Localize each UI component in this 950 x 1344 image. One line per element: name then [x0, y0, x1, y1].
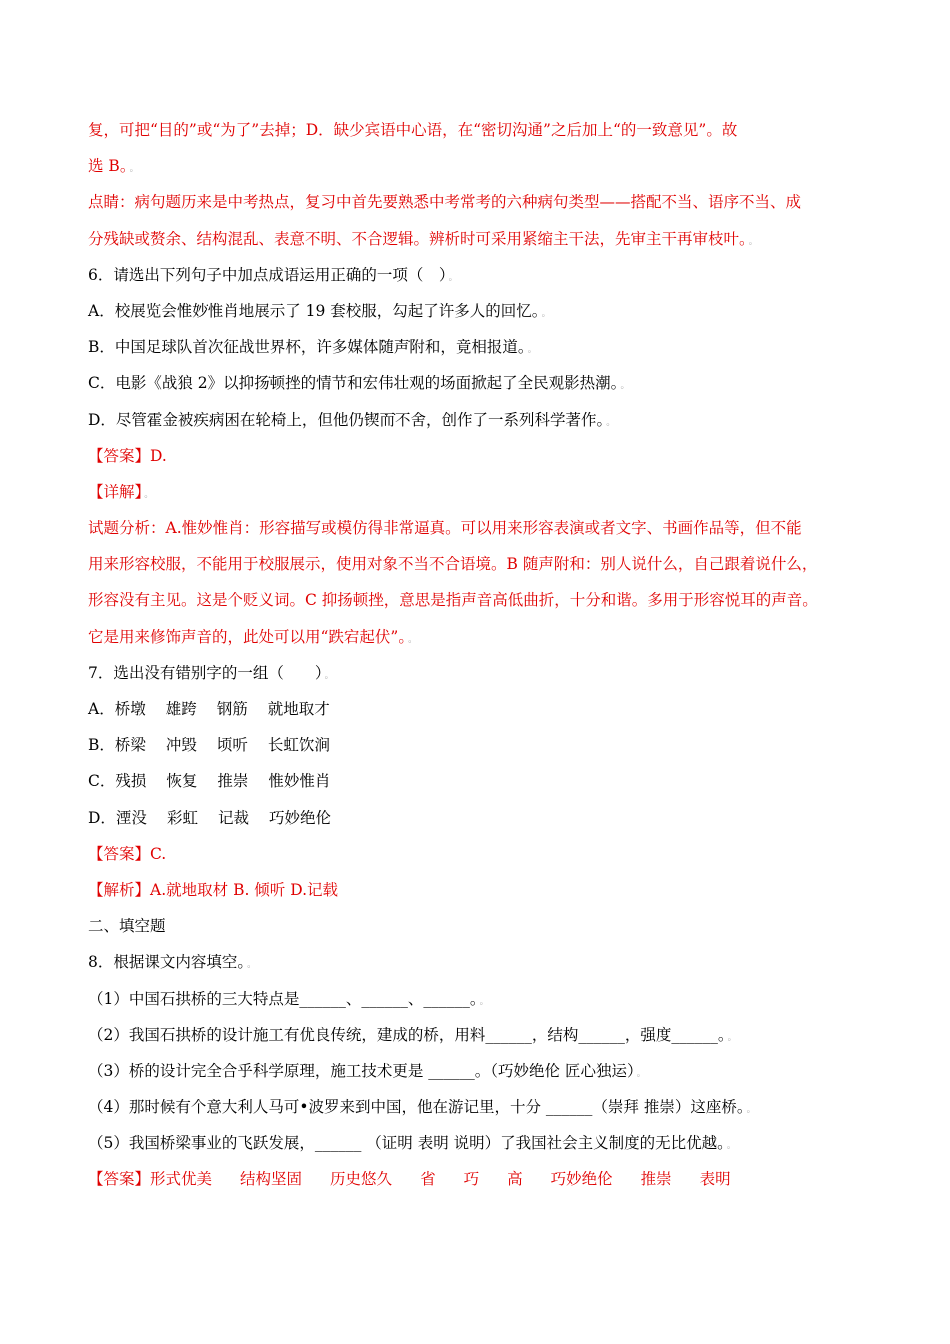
q8-item: （5）我国桥梁事业的飞跃发展，______ （证明 表明 说明）了我国社会主义制度的无比优越。 。 — [88, 1134, 736, 1153]
q6-answer: 【答案】D. — [88, 446, 167, 465]
q8-item: （3）桥的设计完全合乎科学原理，施工技术更是 ______。（巧妙绝伦 匠心独运） 。 — [88, 1061, 646, 1080]
section-heading: 二、填空题 — [88, 917, 166, 936]
q7-option-c: C．残损 恢复 推崇 惟妙惟肖 — [88, 772, 331, 791]
q6-option-b: B．中国足球队首次征战世界杯，许多媒体· · · · 随声附和，竟相报道。 。 — [88, 329, 868, 365]
q8-answer: 【答案】形式优美 结构坚固 历史悠久 省 巧 高 巧妙绝伦 推崇 表明 — [88, 1170, 731, 1189]
q7-answer: 【答案】C. — [88, 844, 167, 863]
q7-option-b: B．桥梁 冲毁 顷听 长虹饮涧 — [88, 736, 330, 755]
q8-item: （1）中国石拱桥的三大特点是______、______、______。 。 — [88, 989, 489, 1008]
q8-item: （4）那时候有个意大利人马可•波罗来到中国，他在游记里，十分 ______（崇拜 推崇）这座桥。 。 — [88, 1098, 756, 1117]
q8-stem: 8．根据课文内容填空。 。 — [88, 953, 257, 972]
q6-stem: 6．请选出下列句子中加点成语运用正确的一项（ ） 。 — [88, 265, 458, 284]
paragraph-line: 复，可把“目的”或“为了”去掉；D．缺少宾语中心语，在“密切沟通”之后加上“的一致意见”。故 — [88, 121, 738, 139]
q6-explanation: 用来形容校服，不能用于校服展示，使用对象不当不合语境。B 随声附和：别人说什么，自己跟着说什么， — [88, 555, 818, 574]
q6-detail-label: 【详解】 。 — [88, 482, 154, 501]
paragraph-line: 分残缺或赘余、结构混乱、表意不明、不合逻辑。辨析时可采用紧缩主干法，先审主干再审枝叶。 。 — [88, 229, 758, 248]
q7-stem: 7．选出没有错别字的一组（ ） 。 — [88, 663, 334, 682]
q6-explanation: 试题分析：A.惟妙惟肖：形容描写或模仿得非常逼真。可以用来形容表演或者文字、书画作品等，但不能 — [88, 519, 802, 538]
q7-analysis: 【解析】A.就地取材 B. 倾听 D.记载 — [88, 880, 339, 899]
q6-explanation: 形容没有主见。这是个贬义词。C 抑扬顿挫，意思是指声音高低曲折，十分和谐。多用于形容悦耳的声音。 — [88, 591, 818, 610]
q6-option-c: C．电影《战狼 2》以· · · · 抑扬顿挫的情节和宏伟壮观的场面掀起了全民观影热潮。 。 — [88, 365, 868, 401]
q6-option-a: A．校展览会· · · · 惟妙惟肖地展示了 19 套校服，勾起了许多人的回忆。 。 — [88, 293, 868, 329]
document-page — [88, 112, 868, 1198]
q8-item: （2）我国石拱桥的设计施工有优良传统，建成的桥，用料______，结构______，强度______。 。 — [88, 1025, 737, 1044]
paragraph-line: 点睛：病句题历来是中考热点，复习中首先要熟悉中考常考的六种病句类型——搭配不当、语序不当、成 — [88, 193, 802, 212]
q6-option-d: D．尽管霍金被疾病困在轮椅上，但他仍· · · · 锲而不舍，创作了一系列科学著作。 。 — [88, 402, 868, 438]
paragraph-line: 选 B。 。 — [88, 157, 139, 176]
q6-explanation: 它是用来修饰声音的，此处可以用“跌宕起伏”。 。 — [88, 627, 418, 646]
q7-option-d: D．湮没 彩虹 记裁 巧妙绝伦 — [88, 808, 331, 827]
q7-option-a: A．桥墩 雄跨 钢筋 就地取才 — [88, 700, 330, 718]
